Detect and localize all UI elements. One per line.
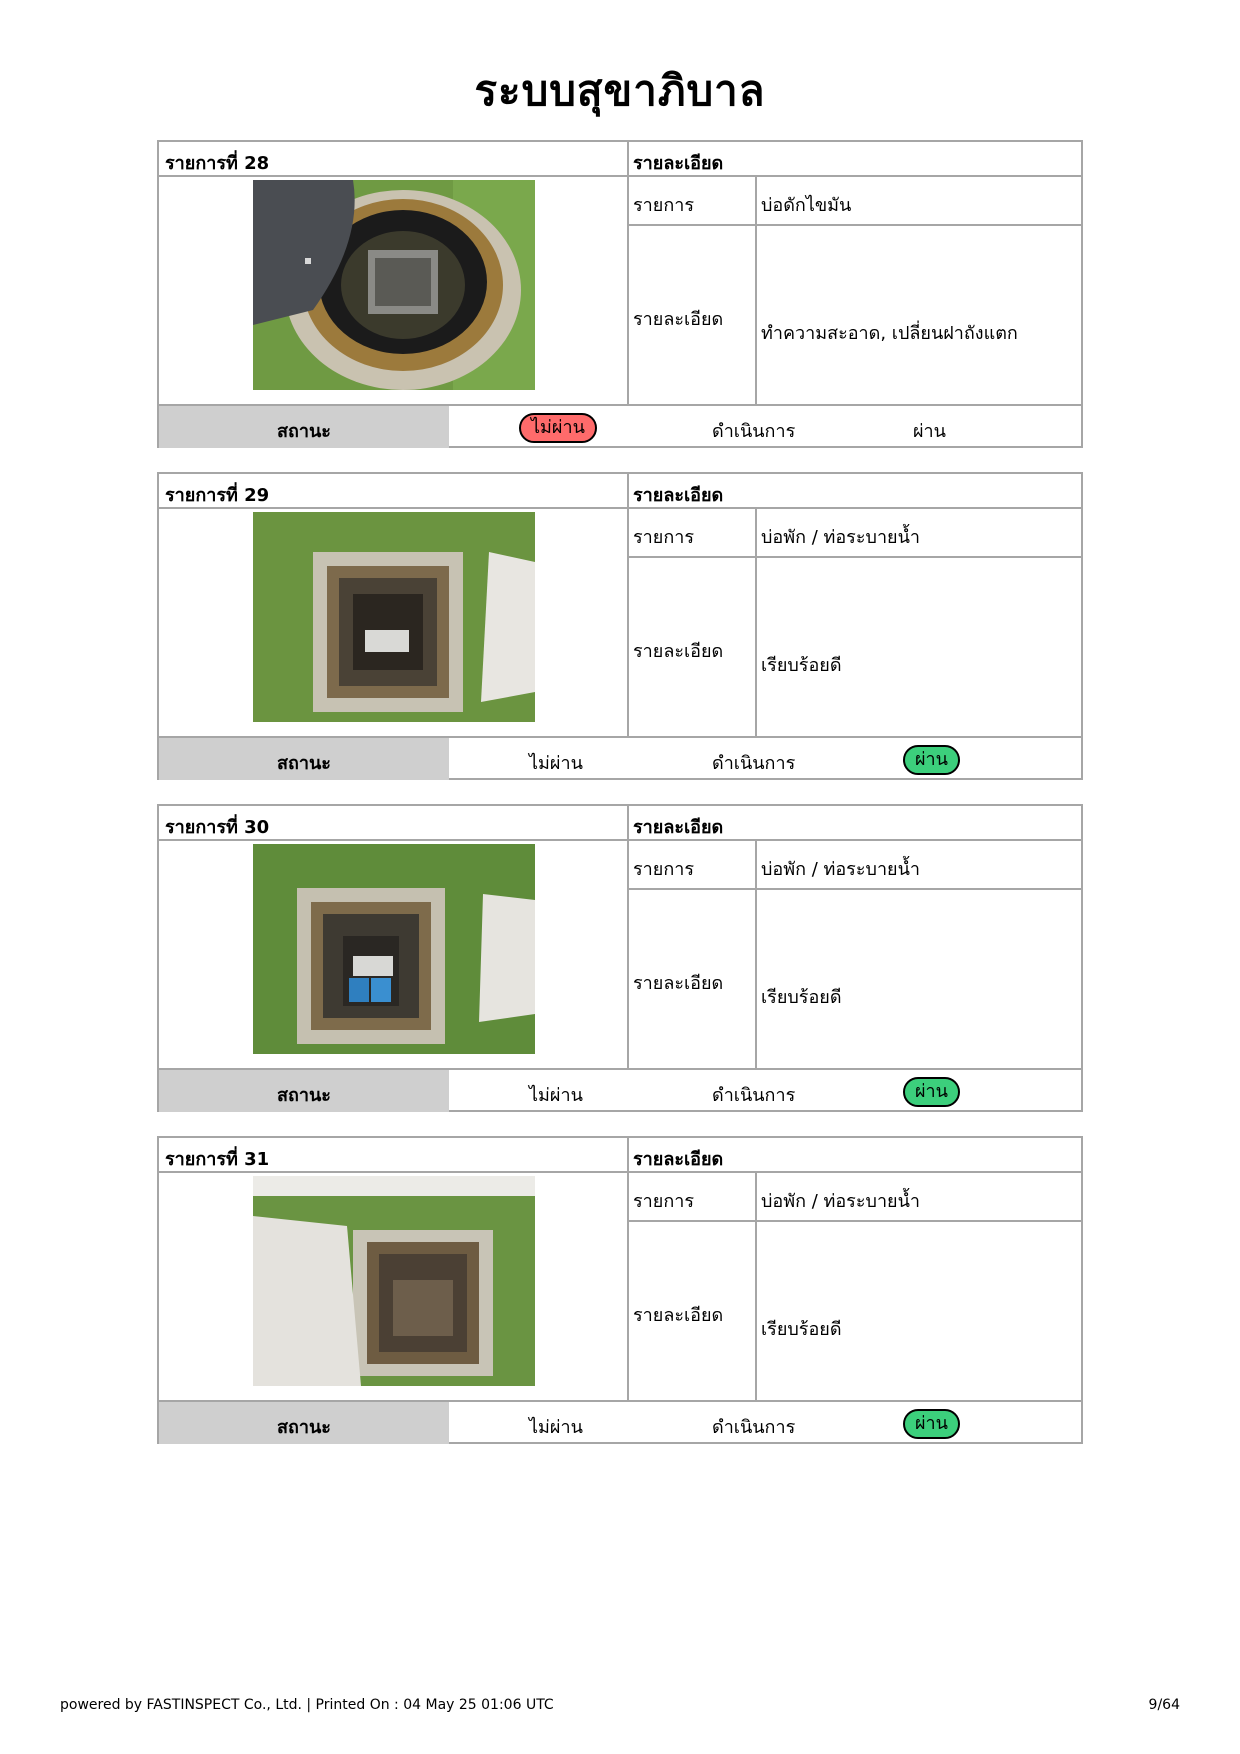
item-heading: รายการที่ 31 — [165, 1149, 270, 1170]
detail-label: รายละเอียด — [633, 1305, 724, 1326]
fail-label: ไม่ผ่าน — [529, 1417, 583, 1438]
item-heading: รายการที่ 29 — [165, 485, 270, 506]
status-row — [159, 738, 1081, 780]
detail-label: รายละเอียด — [633, 309, 724, 330]
status-row — [159, 1402, 1081, 1444]
action-label: ดำเนินการ — [712, 1085, 796, 1106]
item-value: บ่อพัก / ท่อระบายน้ำ — [761, 527, 921, 548]
status-label: สถานะ — [277, 1417, 331, 1438]
pass-badge: ผ่าน — [903, 745, 960, 775]
status-label: สถานะ — [277, 421, 331, 442]
detail-header: รายละเอียด — [633, 153, 724, 174]
item-label: รายการ — [633, 195, 694, 216]
action-label: ดำเนินการ — [712, 421, 796, 442]
detail-header: รายละเอียด — [633, 485, 724, 506]
inspection-photo — [253, 844, 535, 1054]
item-value: บ่อพัก / ท่อระบายน้ำ — [761, 859, 921, 880]
action-label: ดำเนินการ — [712, 753, 796, 774]
fail-label: ไม่ผ่าน — [529, 1085, 583, 1106]
detail-value: ทำความสะอาด, เปลี่ยนฝาถังแตก — [761, 323, 1018, 344]
inspection-card-28 — [157, 140, 1083, 448]
item-label: รายการ — [633, 1191, 694, 1212]
inspection-card-31 — [157, 1136, 1083, 1444]
item-label: รายการ — [633, 859, 694, 880]
fail-label: ไม่ผ่าน — [529, 753, 583, 774]
status-row — [159, 1070, 1081, 1112]
detail-header: รายละเอียด — [633, 1149, 724, 1170]
inspection-card-29 — [157, 472, 1083, 780]
item-value: บ่อพัก / ท่อระบายน้ำ — [761, 1191, 921, 1212]
status-label: สถานะ — [277, 753, 331, 774]
inspection-photo — [253, 1176, 535, 1386]
inspection-card-30 — [157, 804, 1083, 1112]
pass-label: ผ่าน — [913, 421, 946, 442]
page-number: 9/64 — [1148, 1697, 1180, 1713]
pass-badge: ผ่าน — [903, 1077, 960, 1107]
status-row — [159, 406, 1081, 448]
inspection-photo — [253, 512, 535, 722]
status-label: สถานะ — [277, 1085, 331, 1106]
item-label: รายการ — [633, 527, 694, 548]
item-heading: รายการที่ 28 — [165, 153, 270, 174]
inspection-photo — [253, 180, 535, 390]
detail-label: รายละเอียด — [633, 973, 724, 994]
action-label: ดำเนินการ — [712, 1417, 796, 1438]
detail-label: รายละเอียด — [633, 641, 724, 662]
detail-value: เรียบร้อยดี — [761, 655, 842, 676]
item-heading: รายการที่ 30 — [165, 817, 270, 838]
detail-value: เรียบร้อยดี — [761, 987, 842, 1008]
pass-badge: ผ่าน — [903, 1409, 960, 1439]
fail-badge: ไม่ผ่าน — [519, 413, 597, 443]
footer-text: powered by FASTINSPECT Co., Ltd. | Printed On : 04 May 25 01:06 UTC — [60, 1697, 554, 1713]
detail-value: เรียบร้อยดี — [761, 1319, 842, 1340]
page-title: ระบบสุขาภิบาล — [474, 66, 766, 115]
item-value: บ่อดักไขมัน — [761, 195, 852, 216]
detail-header: รายละเอียด — [633, 817, 724, 838]
